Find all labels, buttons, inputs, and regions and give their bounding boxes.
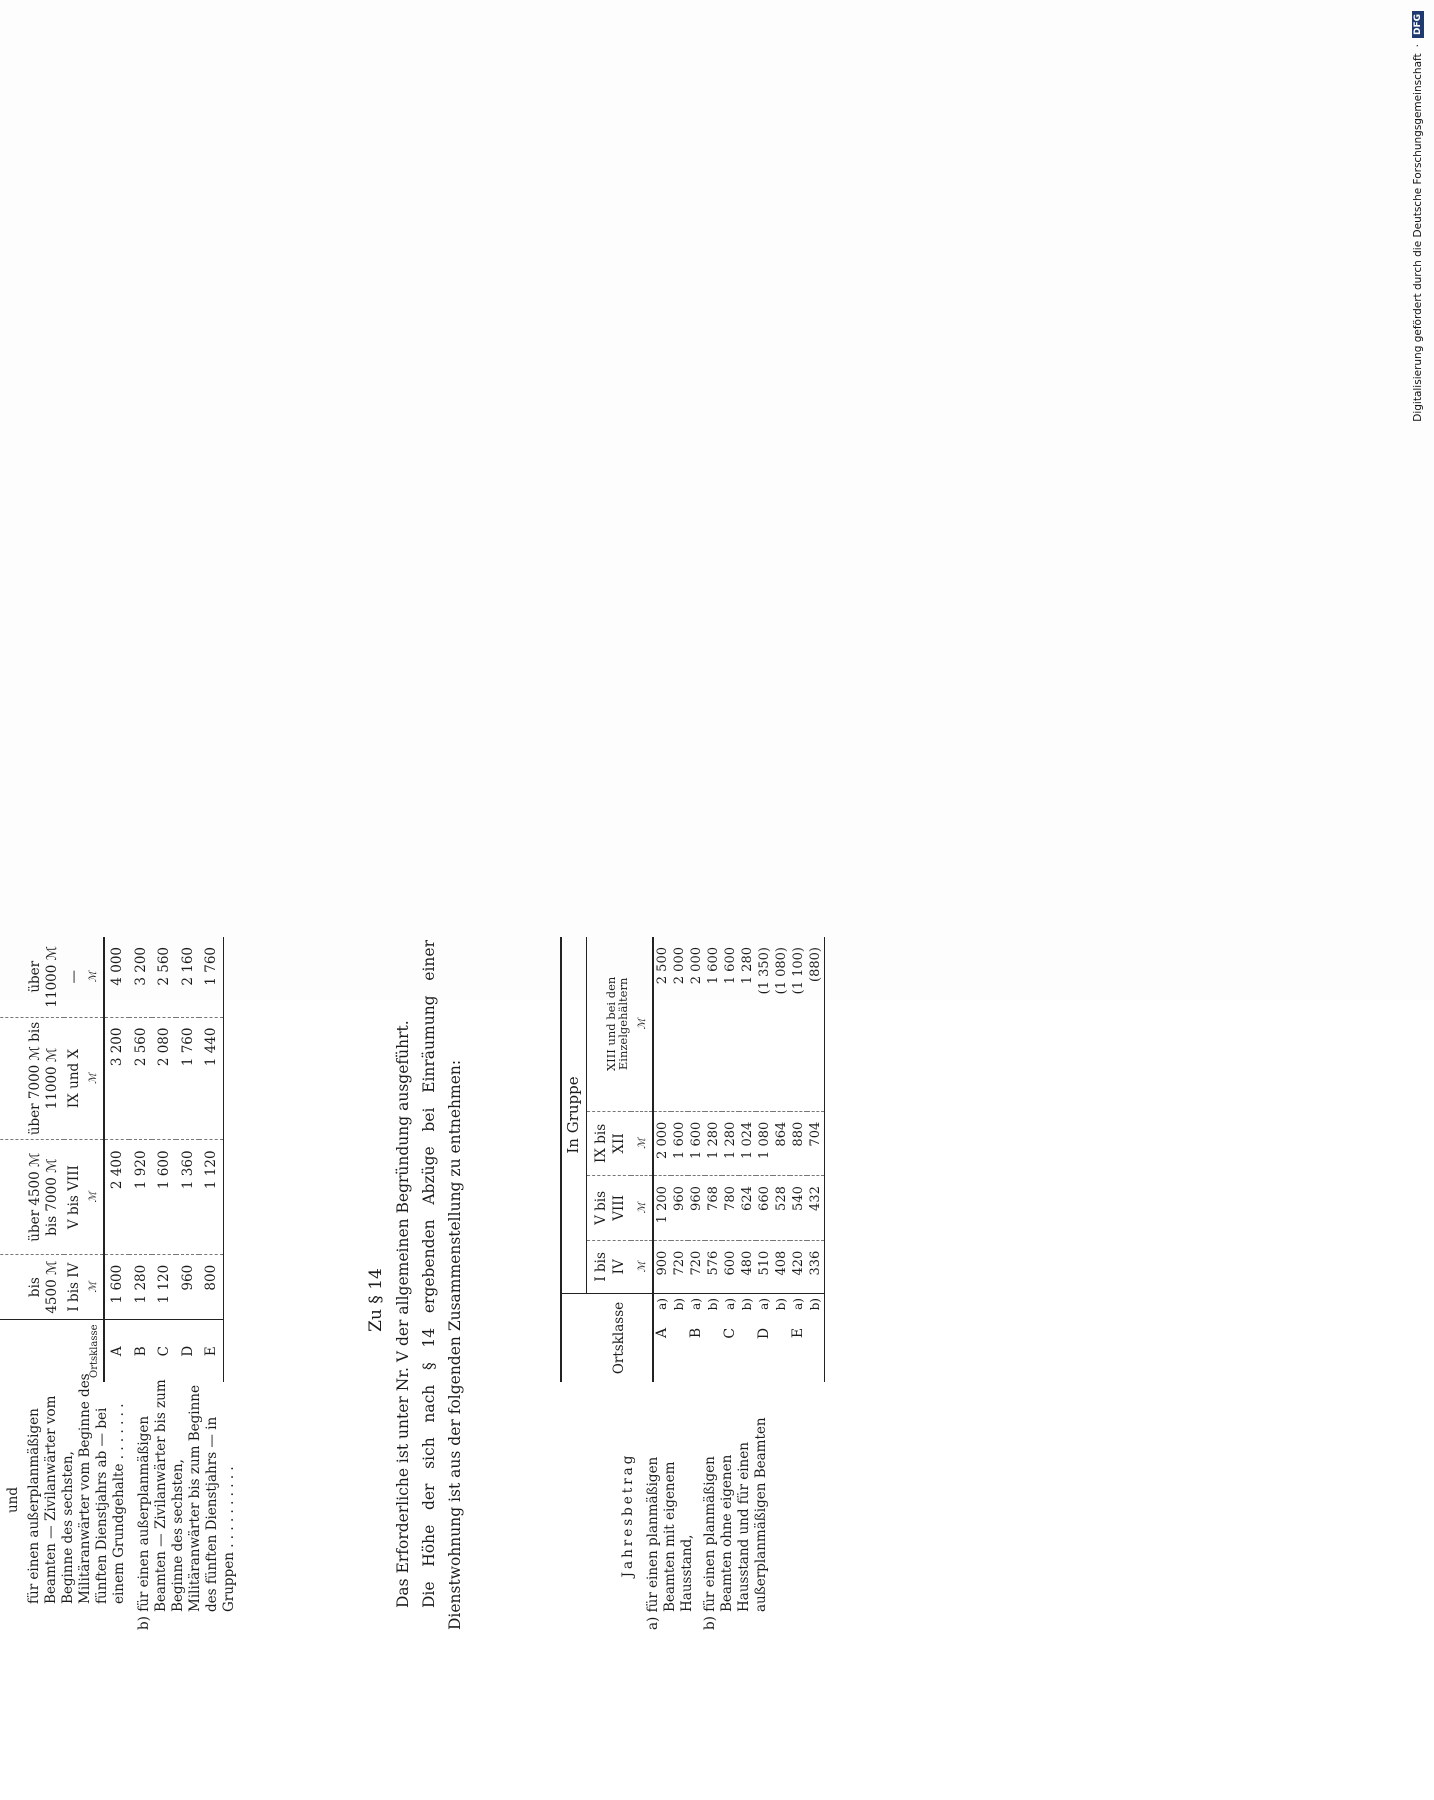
table1-row [104,937,129,1382]
table2-value-cell: 2 000 [671,937,688,1111]
table2-value-cell: 1 600 [722,937,739,1111]
table1-row [152,937,176,1382]
table1-body [104,937,223,1382]
table2-row [756,937,773,1382]
table1-group-header [64,937,104,1382]
section14-paragraph-1: Das Erforderliche ist unter Nr. V der allgemeinen Begründung ausgeführt. [394,1020,412,1608]
section14-block [390,940,468,1630]
table2-row [722,937,739,1382]
table2-klasse-cell: Ba) [688,1298,705,1339]
table2-value-cell: 2 500 [653,937,671,1111]
table1-ortsklasse-header: Ortsklasse [64,1320,104,1382]
table2-value-cell: 420 [790,1240,807,1293]
table2-value-cell: 540 [790,1176,807,1241]
table2-ortsklasse-header: Ortsklasse [561,1294,631,1383]
table1-value-cell: 1 760 [176,1017,200,1140]
table2-value-cell: 864 [773,1111,790,1175]
table2-col-4: XIII und bei den Einzelgehältern [586,937,631,1111]
dfg-logo-icon: DFG [1412,11,1424,38]
table2-value-cell: 880 [790,1111,807,1175]
table2-value-cell: 720 [688,1240,705,1293]
table2-value-cell: 900 [653,1240,671,1293]
table2-col-1: I bis IV [586,1240,631,1293]
table2-row [671,937,688,1382]
table2-unit-row [631,937,654,1382]
table1-b-text: für einen außerplanmäßigen Beamten — Zivilanwärter bis zum Beginne des sechsten, Militäranwärter bis zum Beginne des fünften Dienstjahrs — in Gruppen . . . . . . . . . . [136,1379,237,1612]
table1-row [176,937,200,1382]
table2-value-cell: 624 [739,1176,756,1241]
table2-klasse-cell: b) [740,1298,755,1311]
table1-value-cell: 2 400 [104,1140,129,1254]
table1-col-group-4: — ℳ [64,937,104,1017]
table2-value-cell: 2 000 [688,937,705,1111]
table1-value-cell: 1 120 [152,1254,176,1320]
table2-row [688,937,705,1382]
table1-value-cell: 1 120 [199,1140,223,1254]
table2-value-cell: 432 [807,1176,825,1241]
table2-b-label: b) [702,1616,718,1630]
table2-in-gruppe: In Gruppe [561,937,586,1294]
table2-value-cell: 576 [705,1240,722,1293]
table2-a-text: für einen planmäßigen Beamten mit eigenem Hausstand, [645,1456,695,1613]
dfg-watermark-text: Digitalisierung gefördert durch die Deutsche Forschungsgemeinschaft [1412,53,1424,422]
table1-value-cell: 3 200 [104,1017,129,1140]
table2-b-text: für einen planmäßigen Beamten ohne eigenen Hausstand und für einen außerplanmäßigen Beamten [702,1417,769,1612]
table2-klasse-cell: b) [706,1298,721,1311]
table2-value-cell: 2 000 [653,1111,671,1175]
table1-b-label: b) [136,1616,152,1630]
dfg-watermark: Digitalisierung gefördert durch die Deutsche Forschungsgemeinschaft · DFG [1408,2,1432,998]
table1-col-group-2: V bis VIII ℳ [64,1140,104,1254]
table2-value-cell: 336 [807,1240,825,1293]
table2-value-cell: 1 024 [739,1111,756,1175]
table2-value-cell: 408 [773,1240,790,1293]
section14-heading: Zu § 14 [366,1268,386,1332]
table2-value-cell: 1 200 [653,1176,671,1241]
table1-salary-header [0,937,64,1382]
table2-row [807,937,825,1382]
table1 [0,937,224,1382]
section14-paragraph-2: Die Höhe der sich nach § 14 ergebenden Abzüge bei Einräumung einer Dienstwohnung ist aus der folgenden Zusammenstellung zu entnehmen: [420,940,464,1630]
table1-col-group-3: IX und X ℳ [64,1017,104,1140]
table1-ortsklasse-cell: D [179,1345,196,1357]
table1-col-salary-2: über 4500 ℳ bis 7000 ℳ [0,1140,64,1254]
table1-ortsklasse-cell: A [109,1346,126,1357]
table2-klasse-cell: b) [774,1298,789,1311]
table1-value-cell: 3 200 [129,937,153,1017]
table2-value-cell: 780 [722,1176,739,1241]
table2-value-cell: 1 280 [705,1111,722,1175]
table2-value-cell: 768 [705,1176,722,1241]
table2-unit-2: ℳ [636,1202,648,1214]
table2-value-cell: 528 [773,1176,790,1241]
table2-group-header [561,937,586,1382]
table2-klasse-cell: Aa) [654,1298,671,1338]
table1-value-cell: 2 160 [176,937,200,1017]
table1-col-salary-1: bis 4500 ℳ [0,1254,64,1320]
table2-klasse-cell: b) [672,1298,687,1311]
table2-klasse-cell: b) [807,1294,825,1383]
table1-value-cell: 1 920 [129,1140,153,1254]
table2-value-cell: 960 [688,1176,705,1241]
table2-value-cell: 1 600 [671,1111,688,1175]
table1-col-group-1: I bis IV ℳ [64,1254,104,1320]
table1-a2-text: für einen außerplanmäßigen Beamten — Zivilanwärter vom Beginne des sechsten, Militäranwärter vom Beginne des fünften Dienstjahrs ab — bei einem Grundgehalte . . . . . . . [26,1373,127,1604]
table1-value-cell: 1 600 [152,1140,176,1254]
table2-value-cell: 704 [807,1111,825,1175]
table2-unit-3: ℳ [636,1138,648,1149]
table2-body [653,937,825,1382]
table1-und: und [5,1486,21,1514]
table2-unit-4: ℳ [636,1018,648,1030]
table2-value-cell: (1 350) [756,937,773,1111]
table1-value-cell: 4 000 [104,937,129,1017]
table2-value-cell: 660 [756,1176,773,1241]
table2-value-cell: 510 [756,1240,773,1293]
table2-value-cell: 600 [722,1240,739,1293]
table2-row [773,937,790,1382]
table2-value-cell: 1 280 [722,1111,739,1175]
table1-value-cell: 1 360 [176,1140,200,1254]
table1-ortsklasse-cell: C [156,1346,173,1357]
table1-value-cell: 1 440 [199,1017,223,1140]
table2-row [739,937,756,1382]
table2-klasse-cell: Ca) [722,1298,739,1339]
table2-value-cell: 1 280 [739,937,756,1111]
table1-row-labels [0,1370,244,1630]
table1-col-salary-3: über 7000 ℳ bis 11000 ℳ [0,1017,64,1140]
table2-value-cell: 720 [671,1240,688,1293]
table1-col-salary-4: über 11000 ℳ [0,937,64,1017]
table2-left-heading: Jahresbetrag [620,1452,636,1578]
table2-value-cell: (1 080) [773,937,790,1111]
table1-value-cell: 2 560 [152,937,176,1017]
table2-col-3: IX bis XII [586,1111,631,1175]
table1-ortsklasse-cell: B [132,1346,149,1357]
table2-klasse-cell: Da) [756,1298,773,1340]
table2-item-a [645,1400,696,1630]
table2-col-2: V bis VIII [586,1176,631,1241]
rotated-page-content [0,800,1000,1800]
table2-value-cell: (1 100) [790,937,807,1111]
table2-unit-1: ℳ [636,1261,648,1273]
table2-row [705,937,722,1382]
table1-value-cell: 2 080 [152,1017,176,1140]
table2-value-cell: 1 600 [688,1111,705,1175]
table2-value-cell: 1 080 [756,1111,773,1175]
table1-row [199,937,223,1382]
table1-value-cell: 1 280 [129,1254,153,1320]
table2-klasse-cell: Ea) [790,1298,807,1339]
table2-a-label: a) [645,1616,661,1630]
table1-value-cell: 1 760 [199,937,223,1017]
table2-item-b [702,1400,770,1630]
table1-row [129,937,153,1382]
table2-value-cell: 1 600 [705,937,722,1111]
table1-value-cell: 960 [176,1254,200,1320]
table2-row [790,937,807,1382]
table1-value-cell: 1 600 [104,1254,129,1320]
table2-value-cell: 960 [671,1176,688,1241]
table2-value-cell: 480 [739,1240,756,1293]
table1-value-cell: 2 560 [129,1017,153,1140]
table2 [560,937,825,1382]
table2-row [653,937,671,1382]
table1-ortsklasse-cell: E [199,1320,223,1382]
table1-item-b [136,1370,238,1630]
table1-value-cell: 800 [199,1254,223,1320]
table2-value-cell: (880) [807,937,825,1111]
table2-row-labels [510,1400,776,1630]
